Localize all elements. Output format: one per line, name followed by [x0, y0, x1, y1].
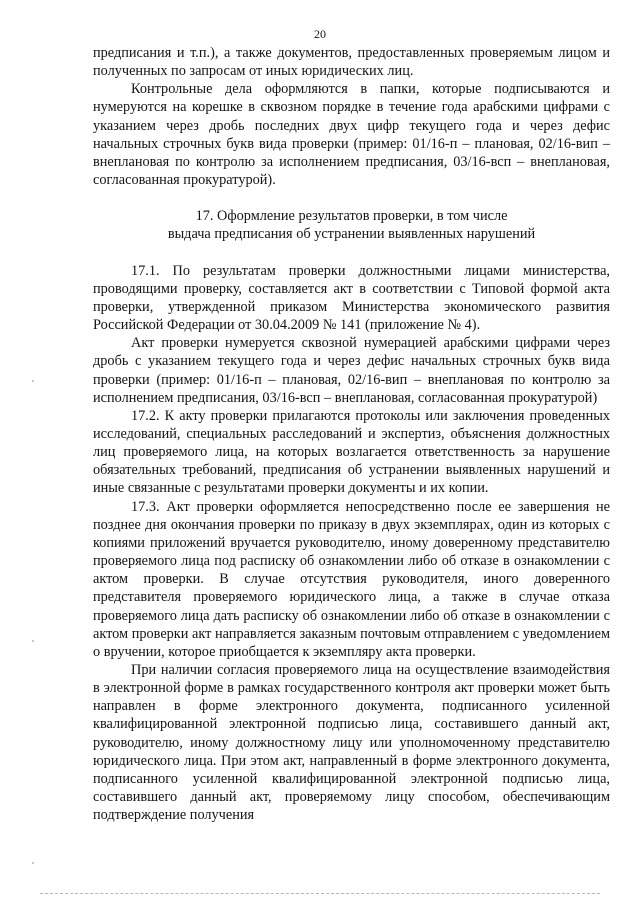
scan-speck	[32, 380, 34, 382]
paragraph-17-3: 17.3. Акт проверки оформляется непосредственно после ее завершения не позднее дня окончания проверки по приказу в двух экземплярах, один из которых с копиями приложений вручается руководителю, иному доверенному представителю проверяемого лица под расписку об ознакомлении либо об отказе в ознакомлении с актом проверки. В случае отсутствия руководителя, иного доверенного представителя проверяемого юридического лица, а также в случае отказа проверяемого лица дать расписку об ознакомлении либо об отказе в ознакомлении с актом проверки акт направляется заказным почтовым отправлением с уведомлением о вручении, которое приобщается к экземпляру акта проверки.	[93, 498, 610, 660]
paragraph: При наличии согласия проверяемого лица на осуществление взаимодействия в электронной форме в рамках государственного контроля акт проверки может быть направлен в форме электронного документа, подписанного усиленной квалифицированной электронной подписью лица, составившего данный акт, руководителю, иному должностному лицу или уполномоченному представителю юридического лица. При этом акт, направленный в форме электронного документа, подписанного усиленной квалифицированной электронной подписью лица, составившего данный акт, проверяемому лицу способом, обеспечивающим подтверждение получения	[93, 662, 610, 824]
spacer	[93, 189, 610, 207]
paragraph: Акт проверки нумеруется сквозной нумерацией арабскими цифрами через дробь с указанием текущего года и через дефис начальных строчных букв вида проверки (пример: 01/16-п – плановая, 02/16-вип – внеплановая по контролю за исполнением предписания, 03/16-всп – внеплановая, согласованная прокуратурой)	[93, 335, 610, 406]
section-heading-line-1: 17. Оформление результатов проверки, в том числе	[195, 208, 508, 225]
page-number: 20	[314, 27, 326, 41]
section-heading-line-2: выдача предписания об устранении выявленных нарушений	[167, 226, 536, 243]
scan-speck	[32, 862, 34, 864]
paragraph-17-1: 17.1. По результатам проверки должностными лицами министерства, проводящими проверку, составляется акт в соответствии с Типовой формой акта проверки, утвержденной приказом Министерства экономического развития Российской Федерации от 30.04.2009 № 141 (приложение № 4).	[93, 262, 610, 334]
page-bottom-edge	[40, 893, 600, 894]
paragraph-17-2: 17.2. К акту проверки прилагаются протоколы или заключения проведенных исследований, специальных расследований и экспертиз, объяснения должностных лиц проверяемого лица, на которых возлагается ответственность за нарушение обязательных требований, предписания об устранении выявленных нарушений и иные связанные с результатами проверки документы и их копии.	[93, 407, 610, 497]
spacer	[93, 244, 610, 262]
paragraph: предписания и т.п.), а также документов, предоставленных проверяемым лицом и полученных по запросам от иных юридических лиц.	[93, 45, 610, 80]
document-body	[93, 44, 610, 824]
scan-speck	[32, 640, 34, 642]
paragraph: Контрольные дела оформляются в папки, которые подписываются и нумеруются на корешке в сквозном порядке в течение года арабскими цифрами с указанием через дробь последних двух цифр текущего года и через дефис начальных строчных букв вида проверки (пример: 01/16-п – плановая, 02/16-вип – внеплановая по контролю за исполнением предписания, 03/16-всп – внеплановая, согласованная прокуратурой).	[93, 81, 610, 189]
